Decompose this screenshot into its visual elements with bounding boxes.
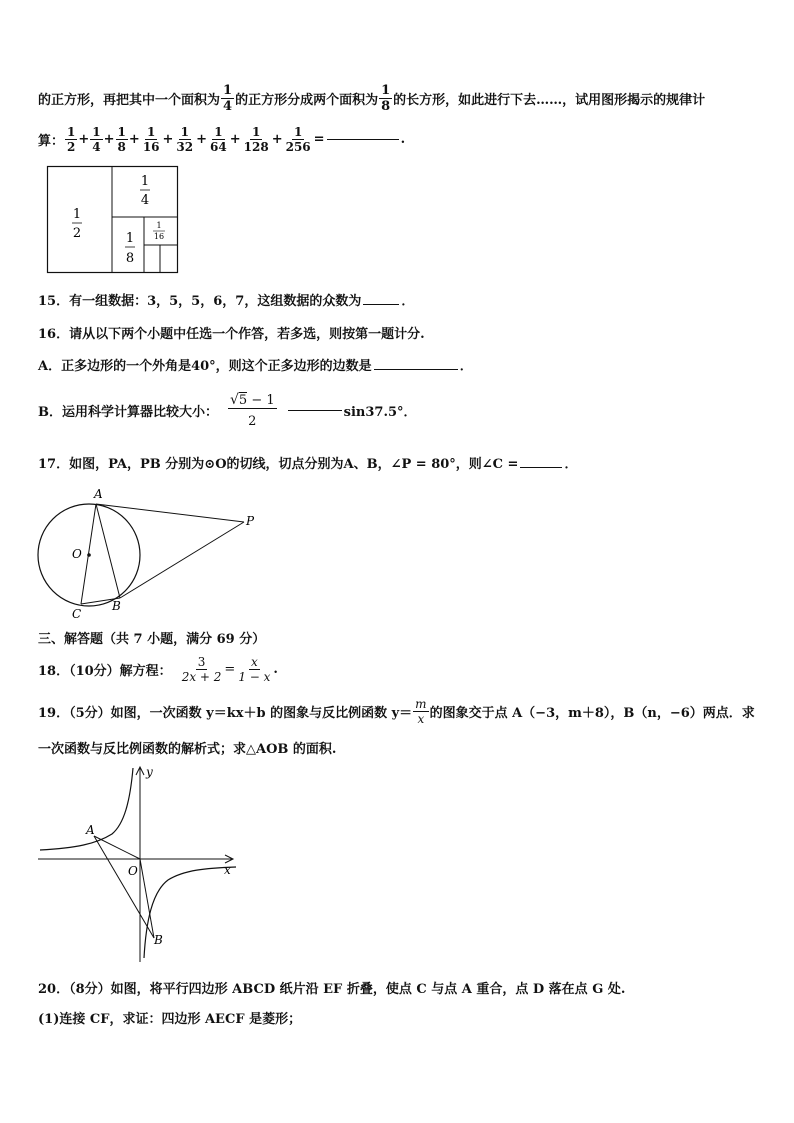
q14-line1-mid: 的正方形分成两个面积为 bbox=[235, 92, 379, 108]
period: ． bbox=[459, 359, 473, 374]
label-C: C bbox=[72, 607, 82, 621]
q17-text: 17．如图，PA，PB 分别为⊙O的切线，切点分别为A、B，∠P = 80°，则∠C = bbox=[38, 457, 519, 472]
plus-sign: + bbox=[103, 131, 115, 147]
q16-b-pre: B．运用科学计算器比较大小： bbox=[38, 404, 218, 420]
equals-sign: = bbox=[224, 661, 236, 677]
sum-fraction: $\frac{1}{16}$ bbox=[142, 124, 160, 154]
sum-fraction: $\frac{1}{256}$ bbox=[285, 124, 311, 154]
period: ． bbox=[401, 294, 415, 309]
q20-part1: (1)连接 CF，求证：四边形 AECF 是菱形； bbox=[38, 1012, 302, 1027]
period: . bbox=[400, 131, 406, 147]
q14-line1 bbox=[38, 84, 705, 112]
label-one-half-num: 1 bbox=[72, 207, 82, 222]
label-one-eighth-den: 8 bbox=[125, 251, 135, 266]
q16-text: 16．请从以下两个小题中任选一个作答，若多选，则按第一题计分. bbox=[38, 327, 425, 342]
q14-line2 bbox=[38, 122, 405, 156]
tangent-circle-figure bbox=[34, 484, 264, 624]
label-one-sixteenth-den: 16 bbox=[153, 232, 165, 241]
q19-line2: 一次函数与反比例函数的解析式；求△AOB 的面积. bbox=[38, 742, 337, 757]
answer-blank bbox=[327, 139, 399, 140]
section-3-title: 三、解答题（共 7 小题，满分 69 分） bbox=[38, 632, 266, 647]
m-over-x-fraction: $\frac{m}{x}$ bbox=[415, 696, 427, 726]
q17 bbox=[38, 453, 577, 472]
period: . bbox=[273, 661, 278, 677]
q18-pre: 18．（10分）解方程： bbox=[38, 663, 172, 679]
q15 bbox=[38, 290, 414, 309]
plus-sign: + bbox=[78, 131, 90, 147]
answer-blank bbox=[363, 304, 399, 305]
answer-blank bbox=[374, 369, 458, 370]
answer-blank bbox=[288, 410, 342, 411]
sum-fraction: $\frac{1}{2}$ bbox=[67, 124, 76, 154]
sum-fraction: $\frac{1}{8}$ bbox=[117, 124, 126, 154]
label-x: x bbox=[224, 863, 231, 877]
label-O: O bbox=[72, 547, 82, 561]
fraction-one-eighth: $\frac{1}{8}$ bbox=[381, 82, 391, 114]
label-O: O bbox=[128, 864, 138, 878]
q18 bbox=[38, 650, 278, 688]
q16-a bbox=[38, 355, 473, 374]
label-y: y bbox=[146, 765, 153, 779]
q14-line2-pre: 算： bbox=[38, 133, 65, 149]
q14-line1-pre: 的正方形，再把其中一个面积为 bbox=[38, 92, 221, 108]
label-one-quarter-den: 4 bbox=[140, 193, 150, 208]
plus-sign: + bbox=[128, 131, 140, 147]
hyperbola-graph-figure bbox=[36, 762, 240, 966]
period: ． bbox=[564, 457, 578, 472]
q18-right-fraction: $\frac{x}{1 - x}$ bbox=[238, 654, 271, 684]
label-one-eighth-num: 1 bbox=[125, 231, 135, 246]
plus-sign: + bbox=[162, 131, 174, 147]
label-one-sixteenth-num: 1 bbox=[156, 221, 162, 230]
q19-line1 bbox=[38, 692, 755, 730]
q15-text: 15．有一组数据：3，5，5，6，7，这组数据的众数为 bbox=[38, 294, 362, 309]
label-B: B bbox=[154, 933, 163, 947]
label-one-half-den: 2 bbox=[72, 226, 82, 241]
plus-sign: + bbox=[271, 131, 283, 147]
fraction-one-quarter: $\frac{1}{4}$ bbox=[223, 82, 233, 114]
q14-line1-post: 的长方形，如此进行下去……，试用图形揭示的规律计 bbox=[393, 92, 706, 108]
label-A: A bbox=[86, 823, 95, 837]
q19-post: 的图象交于点 A（−3，m＋8），B（n，−6）两点．求 bbox=[429, 705, 755, 721]
q19-pre: 19．（5分）如图，一次函数 y＝kx＋b 的图象与反比例函数 y＝ bbox=[38, 705, 413, 721]
q16-b-post: sin37.5°． bbox=[343, 404, 417, 420]
q16-b bbox=[38, 388, 417, 432]
square-division-figure bbox=[46, 165, 180, 275]
label-A: A bbox=[94, 487, 103, 501]
sum-fraction: $\frac{1}{32}$ bbox=[176, 124, 194, 154]
plus-sign: + bbox=[229, 131, 241, 147]
sqrt-sign: √ bbox=[230, 391, 239, 408]
plus-sign: + bbox=[196, 131, 208, 147]
sum-fraction: $\frac{1}{128}$ bbox=[243, 124, 269, 154]
label-P: P bbox=[246, 514, 255, 528]
q18-left-fraction: $\frac{3}{2x + 2}$ bbox=[181, 654, 222, 684]
q16-a-text: A．正多边形的一个外角是40°，则这个正多边形的边数是 bbox=[38, 359, 372, 374]
label-one-quarter-num: 1 bbox=[140, 174, 150, 189]
label-B: B bbox=[112, 599, 121, 613]
equals-sign: = bbox=[313, 131, 325, 147]
sum-fraction: $\frac{1}{4}$ bbox=[92, 124, 101, 154]
answer-blank bbox=[520, 467, 562, 468]
sum-fraction: $\frac{1}{64}$ bbox=[210, 124, 227, 154]
sqrt5-minus-1-over-2: $\frac{√5 - 1}{2}$ bbox=[230, 391, 275, 429]
q20-text: 20．（8分）如图，将平行四边形 ABCD 纸片沿 EF 折叠，使点 C 与点 A 重合，点 D 落在点 G 处. bbox=[38, 982, 626, 997]
